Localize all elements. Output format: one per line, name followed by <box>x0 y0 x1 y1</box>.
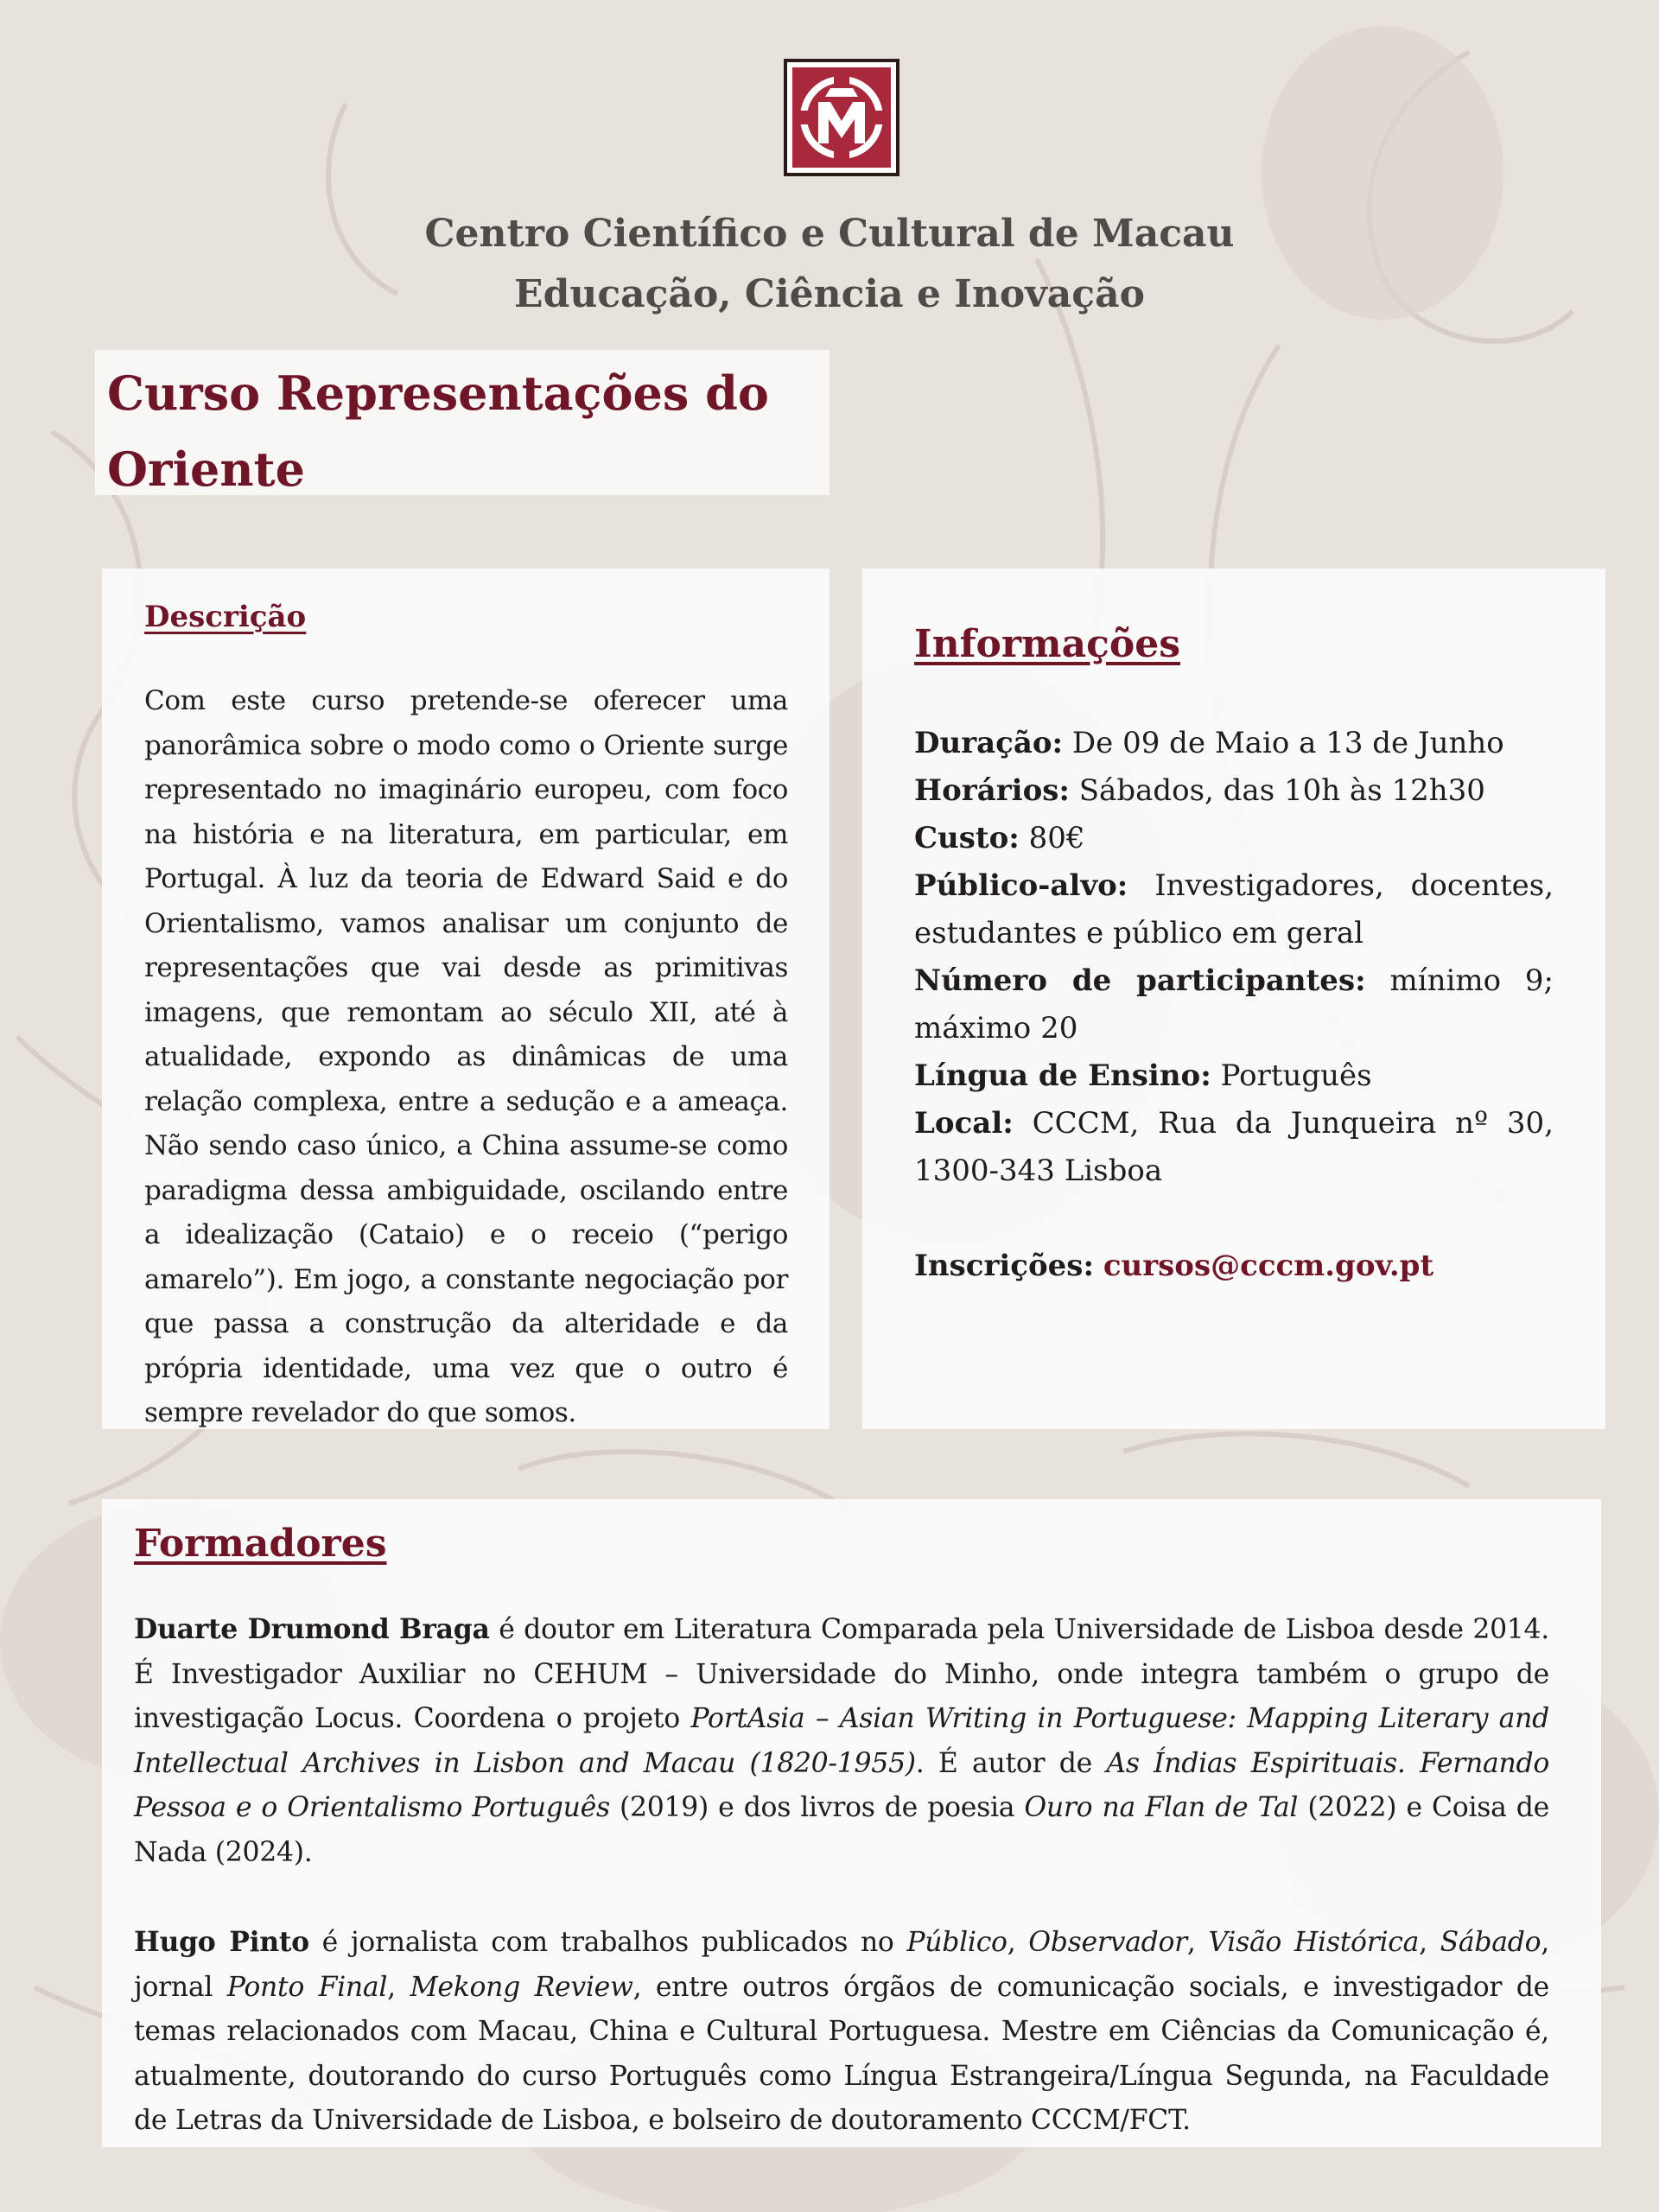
info-card <box>862 569 1605 1429</box>
course-title: Curso Representações do Oriente <box>107 365 769 497</box>
description-card <box>102 569 830 1429</box>
description-heading: Descrição <box>144 600 307 634</box>
trainer-bio-hugo: Hugo Pinto é jornalista com trabalhos publicados no Público, Observador, Visão Histórica, Sábado, jornal Ponto Final, Mekong Review, entre outros órgãos de comunicação socials, e investigador de temas relacionados com Macau, China e Cultural Portuguesa. Mestre em Ciências da Comunicação é, atualmente, doutorando do curso Português como Língua Estrangeira/Língua Segunda, na Faculdade de Letras da Universidade de Lisboa, e bolseiro de doutoramento CCCM/FCT. <box>134 1926 1549 2136</box>
info-language: Língua de Ensino: Português <box>914 1058 1372 1093</box>
info-duration: Duração: De 09 de Maio a 13 de Junho <box>914 726 1504 760</box>
info-participants: Número de participantes: mínimo 9; máximo 20 <box>914 963 1554 1046</box>
trainers-heading: Formadores <box>134 1522 387 1566</box>
info-audience: Público-alvo: Investigadores, docentes, estudantes e público em geral <box>914 868 1554 950</box>
info-schedule: Horários: Sábados, das 10h às 12h30 <box>914 773 1485 808</box>
info-heading: Informações <box>914 622 1180 666</box>
description-text: Com este curso pretende-se oferecer uma panorâmica sobre o modo como o Oriente surge representado no imaginário europeu, com foco na história e na literatura, em particular, em Portugal. À luz da teoria de Edward Said e do Orientalismo, vamos analisar um conjunto de representações que vai desde as primitivas imagens, que remontam ao século XII, até à atualidade, expondo as dinâmicas de uma relação complexa, entre a sedução e a ameaça. Não sendo caso único, a China assume-se como paradigma dessa ambiguidade, oscilando entre a idealização (Cataio) e o receio (“perigo amarelo”). Em jogo, a constante negociação por que passa a construção da alteridade e da própria identidade, uma vez que o outro é sempre revelador do que somos. <box>144 685 788 1428</box>
org-tagline: Educação, Ciência e Inovação <box>514 272 1145 316</box>
registration-email-link[interactable]: cursos@cccm.gov.pt <box>1103 1249 1434 1283</box>
info-cost: Custo: 80€ <box>914 821 1085 855</box>
info-registration: Inscrições: cursos@cccm.gov.pt <box>914 1249 1434 1283</box>
course-title-box <box>95 350 830 495</box>
info-list <box>914 720 1554 1290</box>
org-name: Centro Científico e Cultural de Macau <box>424 212 1235 256</box>
trainers-card <box>102 1499 1601 2147</box>
trainer-bio-duarte: Duarte Drumond Braga é doutor em Literatura Comparada pela Universidade de Lisboa desde 2014. É Investigador Auxiliar no CEHUM – Universidade do Minho, onde integra também o grupo de investigação Locus. Coordena o projeto PortAsia – Asian Writing in Portuguese: Mapping Literary and Intellectual Archives in Lisbon and Macau (1820-1955). É autor de As Índias Espirituais. Fernando Pessoa e o Orientalismo Português (2019) e dos livros de poesia Ouro na Flan de Tal (2022) e Coisa de Nada (2024). <box>134 1613 1550 1868</box>
info-location: Local: CCCM, Rua da Junqueira nº 30, 1300-343 Lisboa <box>914 1106 1554 1188</box>
ccm-logo-icon <box>782 57 901 178</box>
